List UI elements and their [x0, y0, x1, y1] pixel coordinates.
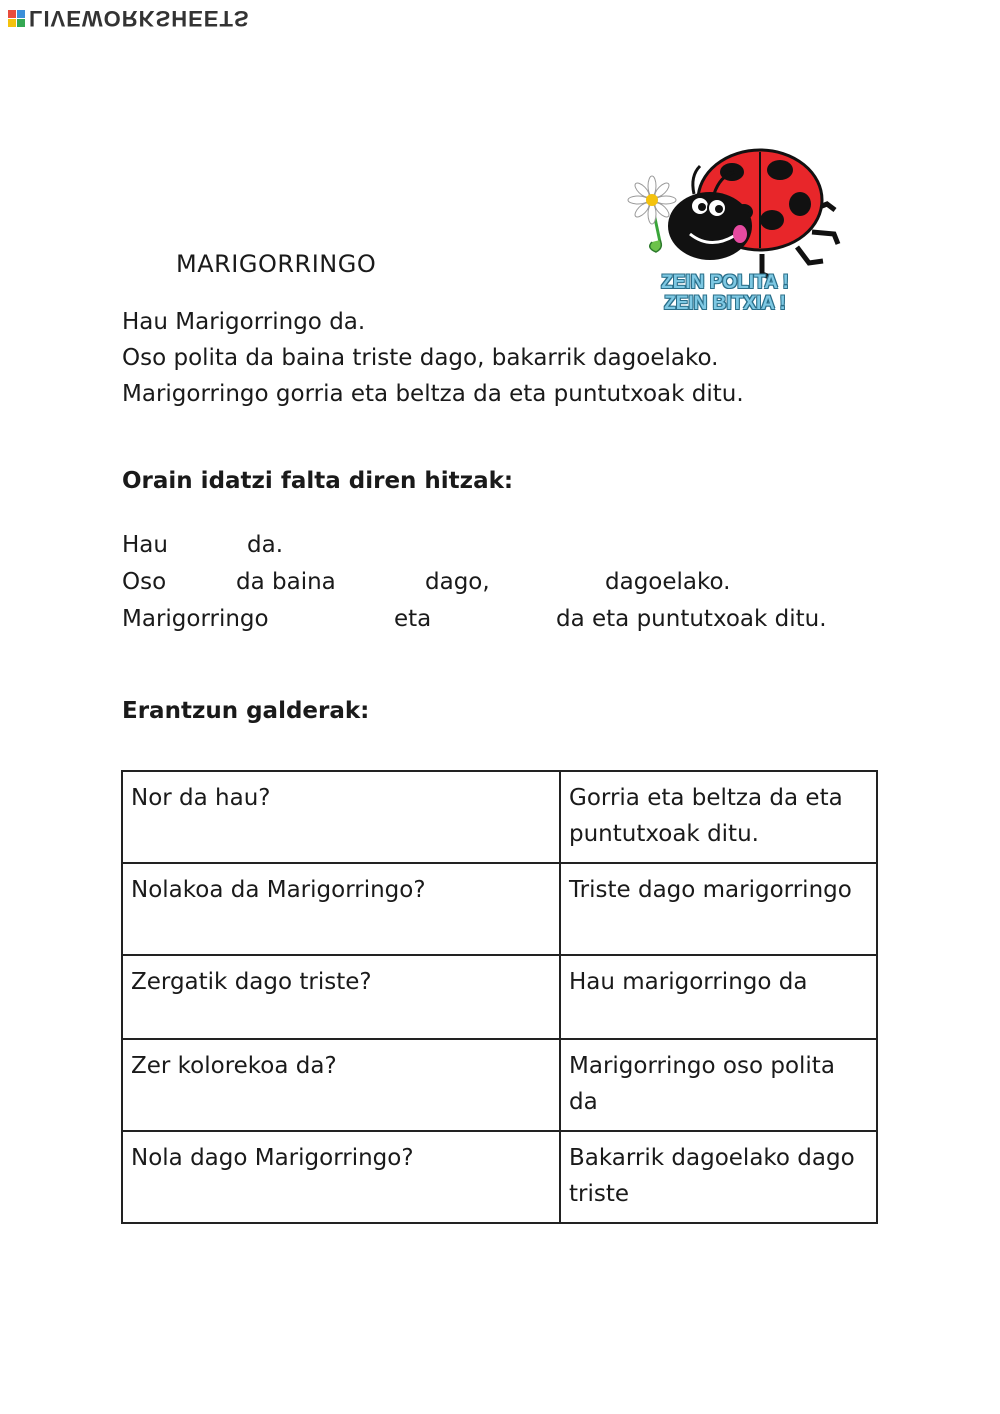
table-row [122, 1039, 877, 1131]
answer-cell[interactable]: Bakarrik dagoelako dago triste [560, 1131, 877, 1223]
line-text: da. [247, 532, 284, 558]
question-cell: Zer kolorekoa da? [122, 1039, 560, 1131]
questions-heading: Erantzun galderak: [122, 698, 370, 724]
logo-text: LIVEWORKSHEETS [29, 6, 250, 31]
answer-cell[interactable]: Marigorringo oso polita da [560, 1039, 877, 1131]
page-title: MARIGORRINGO [176, 250, 377, 278]
paragraph-line: Hau Marigorringo da. [122, 309, 366, 335]
paragraph-line: Oso polita da baina triste dago, bakarrik dagoelako. [122, 345, 719, 371]
line-text: dagoelako. [605, 569, 731, 595]
question-cell: Zergatik dago triste? [122, 955, 560, 1039]
fill-blanks-heading: Orain idatzi falta diren hitzak: [122, 468, 514, 494]
caption-line-1: ZEIN POLITA ! [661, 272, 789, 293]
line-text: eta [394, 606, 432, 632]
liveworksheets-logo [8, 5, 250, 31]
line-text: Hau [122, 532, 168, 558]
fill-line-1 [0, 532, 1000, 568]
answer-cell[interactable]: Triste dago marigorringo [560, 863, 877, 955]
fill-line-3 [0, 606, 1000, 642]
table-row [122, 1131, 877, 1223]
line-text: da baina [236, 569, 336, 595]
line-text: dago, [425, 569, 490, 595]
question-answer-table [121, 770, 878, 1224]
fill-line-2 [0, 569, 1000, 605]
answer-cell[interactable]: Gorria eta beltza da eta puntutxoak ditu. [560, 771, 877, 863]
question-cell: Nola dago Marigorringo? [122, 1131, 560, 1223]
reading-paragraph [122, 304, 744, 412]
line-text: Oso [122, 569, 167, 595]
line-text: da eta puntutxoak ditu. [556, 606, 827, 632]
table-row [122, 771, 877, 863]
caption-line-2: ZEIN BITXIA ! [664, 293, 786, 314]
paragraph-line: Marigorringo gorria eta beltza da eta puntutxoak ditu. [122, 381, 744, 407]
question-cell: Nor da hau? [122, 771, 560, 863]
table-row [122, 863, 877, 955]
line-text: Marigorringo [122, 606, 269, 632]
question-cell: Nolakoa da Marigorringo? [122, 863, 560, 955]
logo-blocks-icon [8, 10, 25, 27]
answer-cell[interactable]: Hau marigorringo da [560, 955, 877, 1039]
table-row [122, 955, 877, 1039]
